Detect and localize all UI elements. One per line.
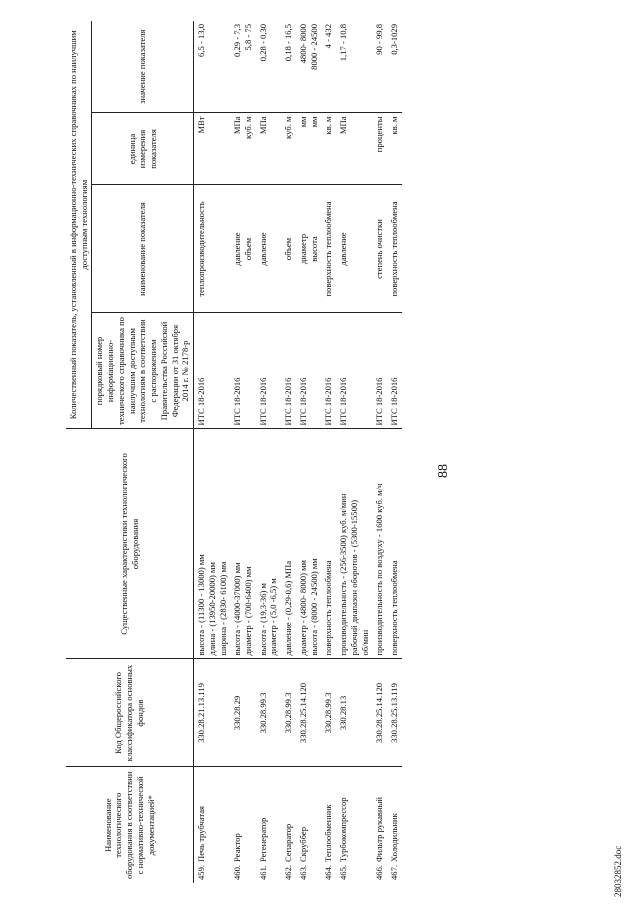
indicator-value-line: 5,8 - 75 [243,23,254,51]
indicator-unit-line: куб. м [243,116,254,139]
header-chars: Существенные характеристики технологического оборудования [66,429,194,659]
characteristics [372,429,387,659]
indicator-unit-line: проценты [374,116,385,153]
indicator-unit [321,113,336,185]
header-indicator: наименование показателя [92,185,194,313]
okof-code: 330.28.25.13.119 [387,659,402,767]
indicator-name [296,185,321,313]
characteristics-line: высота - (4000-37000) мм [232,562,243,656]
indicator-name [281,185,296,313]
table-row [256,21,281,883]
row-number: 467. [389,864,400,880]
characteristics [256,429,281,659]
indicator-name-line: теплопроизводительность [195,201,206,297]
equipment-name: Регенератор [257,817,268,862]
indicator-value [296,21,321,113]
indicator-value [372,21,387,113]
characteristics [387,429,402,659]
indicator-name-line: степень очистки [374,219,385,279]
header-code: Код Общероссийского классификатора основных фондов [66,659,194,767]
indicator-unit [336,113,372,185]
characteristics-line: высота - (8000 - 24500) мм [308,558,319,656]
indicator-unit [296,113,321,185]
indicator-unit-line: мм [308,116,319,128]
characteristics-line: длина - (13950-20000) мм [206,562,217,656]
header-value: значение показателя [92,21,194,113]
characteristics-line: поверхность теплообмена [389,560,400,656]
characteristics-line: поверхность теплообмена [323,560,334,656]
indicator-name [256,185,281,313]
characteristics [194,429,231,659]
indicator-unit [230,113,255,185]
indicator-unit [372,113,387,185]
indicator-unit-line: МПа [257,116,268,135]
indicator-name [194,185,231,313]
indicator-name-line: диаметр [297,233,308,265]
characteristics-line: производительность - (256-3500) куб. м/мин [338,493,349,656]
indicator-value [194,21,231,113]
indicator-unit-line: кв. м [389,116,400,135]
indicator-value [281,21,296,113]
indicator-unit-line: мм [297,116,308,128]
table-row [336,21,372,883]
indicator-name [372,185,387,313]
characteristics-line: диаметр - (4800- 8000) мм [297,560,308,656]
indicator-name-line: поверхность теплообмена [389,201,400,297]
indicator-value-line: 0,18 - 16,5 [283,23,294,62]
table-body [194,21,402,883]
okof-code: 330.28.25.14.120 [296,659,321,767]
indicator-value-line: 0,3-1029 [389,23,400,55]
indicator-name-line: объем [283,237,294,261]
okof-code: 330.28.29 [230,659,255,767]
row-number: 465. [338,864,349,880]
table-row [321,21,336,883]
table-row [387,21,402,883]
indicator-name-line: давление [338,232,349,266]
document-id: 28032852.doc [613,845,623,897]
itc-number: ИТС 18-2016 [336,313,372,429]
equipment-name: Теплообменник [323,804,334,862]
indicator-name-line: объем [243,237,254,261]
table-row [194,21,231,883]
equipment-name: Скруббер [297,826,308,862]
page-number: 88 [436,464,451,478]
row-number: 463. [297,864,308,880]
indicator-value [230,21,255,113]
indicator-unit [256,113,281,185]
characteristics [296,429,321,659]
itc-number: ИТС 18-2016 [256,313,281,429]
itc-number: ИТС 18-2016 [387,313,402,429]
okof-code: 330.28.13 [336,659,372,767]
equipment-table [66,21,402,883]
indicator-name-line: давление [232,232,243,266]
characteristics [230,429,255,659]
indicator-value-line: 90 - 99,8 [374,23,385,55]
row-number: 464. [323,864,334,880]
itc-number: ИТС 18-2016 [372,313,387,429]
characteristics [336,429,372,659]
row-number: 459. [196,864,207,880]
indicator-value-line: 0,29 - 7,3 [232,23,243,57]
characteristics-line: диаметр - (5,0 -6,5) м [268,578,279,656]
indicator-value-line: 0,28 - 0,30 [257,23,268,62]
indicator-value [387,21,402,113]
equipment-name: Сепаратор [283,823,294,862]
indicator-value [256,21,281,113]
indicator-name [230,185,255,313]
indicator-name-line: поверхность теплообмена [323,201,334,297]
indicator-unit-line: МВт [195,116,206,134]
indicator-value [321,21,336,113]
indicator-unit-line: МПа [232,116,243,135]
indicator-name [336,185,372,313]
characteristics-line: об/мин [359,629,370,656]
characteristics-line: производительность по воздуху - 1600 куб. м/ч [374,483,385,656]
itc-number: ИТС 18-2016 [321,313,336,429]
indicator-value [336,21,372,113]
okof-code: 330.28.21.13.119 [194,659,231,767]
equipment-name: Печь трубчатая [196,805,207,862]
itc-number: ИТС 18-2016 [194,313,231,429]
indicator-value-line: 6,5 - 13,0 [195,23,206,57]
itc-number: ИТС 18-2016 [296,313,321,429]
header-itc: порядковый номер информационно-технического справочника по наилучшим доступным технологиям в соответствии с распоряжением Правительства Российской Федерации от 31 октября 2014 г. № 2178-р [92,313,194,429]
equipment-name: Холодильник [389,813,400,862]
indicator-unit [387,113,402,185]
characteristics [281,429,296,659]
indicator-name [321,185,336,313]
table-row [281,21,296,883]
indicator-unit [281,113,296,185]
row-number: 461. [257,864,268,880]
equipment-name: Реактор [232,833,243,862]
row-number: 462. [283,864,294,880]
itc-number: ИТС 18-2016 [281,313,296,429]
characteristics-line: ширина - (2830- 6100) мм [217,561,228,656]
characteristics-line: рабочий диапазон оборотов - (5300-15500) [348,499,359,656]
characteristics-line: давление - (0,29-0,6) МПа [283,560,294,656]
indicator-name [387,185,402,313]
indicator-value-line: 4800- 8000 [297,23,308,64]
header-group: Количественный показатель, установленный в информационно-технических справочниках по наилучшим доступным технологиям [66,21,92,429]
indicator-value-line: 1,17 - 10,8 [338,23,349,62]
table-row [230,21,255,883]
header-unit: единица измерения показателя [92,113,194,185]
equipment-name: Турбокомпрессор [338,797,349,862]
table-row [372,21,387,883]
indicator-value-line: 4 - 432 [323,23,334,49]
table-row [296,21,321,883]
okof-code: 330.28.99.3 [256,659,281,767]
indicator-name-line: высота [308,236,319,262]
characteristics-line: диаметр - (700-6400) мм [243,566,254,656]
indicator-unit [194,113,231,185]
indicator-name-line: давление [257,232,268,266]
characteristics-line: высота - (11300 - 13000) мм [196,554,207,656]
row-number: 460. [232,864,243,880]
equipment-name: Фильтр рукавный [374,797,385,862]
indicator-value-line: 8000 - 24500 [308,23,319,70]
okof-code: 330.28.25.14.120 [372,659,387,767]
indicator-unit-line: кв. м [323,116,334,135]
characteristics-line: высота - (19,3-36) м [257,583,268,656]
indicator-unit-line: МПа [338,116,349,135]
okof-code: 330.28.99.3 [281,659,296,767]
okof-code: 330.28.99.3 [321,659,336,767]
characteristics [321,429,336,659]
header-name: Наименование технологического оборудования в соответствии с нормативно-технической документацией* [66,767,194,883]
itc-number: ИТС 18-2016 [230,313,255,429]
row-number: 466. [374,864,385,880]
indicator-unit-line: куб. м [283,116,294,139]
